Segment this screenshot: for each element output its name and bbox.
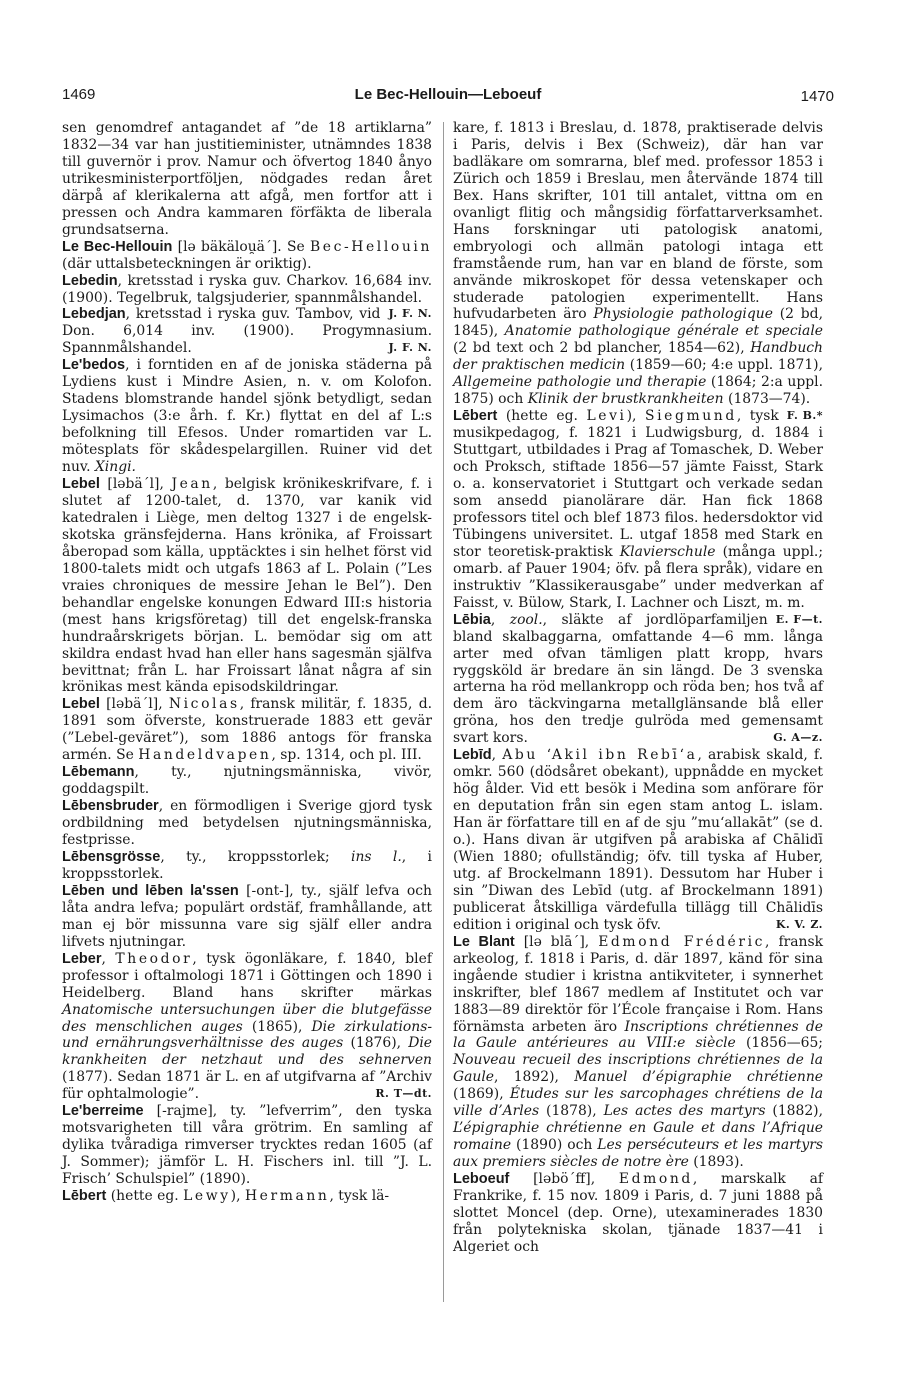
entry-lebedin: Lebedin, kretsstad i ryska guv. Charkov. 16,684 inv. (1900). Tegelbruk, talgsjuderier, spannmålshandel. J. F. N.: [62, 273, 432, 307]
entry-lebel-nicolas: Lebel [ləbä´l], Nicolas, fransk militär, f. 1835, d. 1891 som öfverste, konstruerade 1883 ett gevär (”Lebel-geväret”), som 1886 antogs för franska armén. Se Handeldvapen, sp. 1314, och pl. III.: [62, 696, 433, 764]
entry-leber: Leber, Theodor, tysk ögonläkare, f. 1840, blef professor i oftalmologi 1871 i Göttingen och 1890 i Heidelberg. Bland hans skrifter märkas Anatomische untersuchungen über die blutgefässe des menschlichen auges (1865), Die zirkulations- und ernährungsverhältnisse des auges (1876), Die krankheiten der netzhaut und des sehnerven (1877). Sedan 1871 är L. en af utgifvarna af ”Archiv für ophtalmologie”. R. T—dt.: [62, 950, 433, 1103]
entry-lebemann: Lēbemann, ty., njutningsmänniska, vivör, goddagspilt.: [62, 764, 432, 798]
entry-leberreime: Le'berreime [-rajme], ty. ”lefverrim”, den tyska motsvarigheten till våra grötrim. En samling af dylika tvåradiga rimverser trycktes redan 1605 (af J. Sommer); jämför L. H. Fischers inl. till ”J. L. Frisch’ Schulspiel” (1890).: [62, 1103, 432, 1188]
entry-lebedjan: Lebedjan, kretsstad i ryska guv. Tambov, vid Don. 6,014 inv. (1900). Progymnasium. Spannmålshandel. J. F. N.: [62, 306, 432, 357]
author-signature: E. F—t.: [775, 612, 823, 626]
headword: Le'bedos: [62, 357, 126, 374]
entry-leboeuf: Leboeuf [ləbö´ff], Edmond, marskalk af Frankrike, f. 15 nov. 1809 i Paris, d. 7 juni 1888 på slottet Moncel (dep. Orne), utexaminerades 1830 från polytekniska skolan, tjänade 1837—41 i Algeriet och: [453, 1171, 823, 1255]
column-divider: [443, 122, 444, 1302]
author-signature: F. B.*: [786, 409, 823, 423]
entry-lebel-jean: Lebel [ləbä´l], Jean, belgisk krönikeskrifvare, f. i slutet af 1200-talet, d. 1370, var kanik vid katedralen i Liège, men deltog 1327 i de engelsk-skotska gränsfejderna. Hans krönika, af Froissart åberopad som källa, upptäcktes i sin helhet först vid 1800-talets midt och utgafs 1863 af L. Polain (”Les vraies chroniques de messire Jehan le Bel”). Den behandlar engelske konungen Edward III:s historia (mest hans krigsföretag) till det engelsk-franska hundraårskrigets början. L. bemödar sig om att skildra endast hvad han eller hans sagesmän själfva bevittnat; från L. har Froissart lånat några af sin krönikas mest kända episodskildringar.: [62, 476, 432, 696]
headword: Le Blant: [453, 933, 515, 950]
author-signature: R. T—dt.: [375, 1087, 432, 1101]
headword: Le Bec-Hellouin: [62, 238, 173, 255]
entry-le-bec-hellouin: Le Bec-Hellouin [lə bäkälou̯ä´]. Se Bec-Hellouin (där uttalsbeteckningen är oriktig).: [62, 238, 432, 272]
headword: Leber: [62, 950, 102, 967]
page-number-left: 1469: [62, 86, 96, 103]
entry-lebensbruder: Lēbensbruder, en förmodligen i Sverige gjord tysk ordbildning med betydelsen njutningsmänniska, festprisse.: [62, 798, 432, 849]
headword: Lebel: [62, 476, 100, 493]
entry-lebert-hermann: Lēbert (hette eg. Lewy), Hermann, tysk lä-: [62, 1188, 390, 1205]
headword: Lebedjan: [62, 306, 126, 323]
headword: Lēbia: [453, 611, 491, 628]
entry-lebert-siegmund: Lēbert (hette eg. Levi), Siegmund, tysk musikpedagog, f. 1821 i Ludwigsburg, d. 1884 i Stuttgart, utbildades i Prag af Tomaschek, D. Weber och Proksch, stiftade 1856—57 jämte Faisst, Stark o. a. konservatoriet i Stuttgart och verkade sedan som ansedd pianolärare där. Han fick 1868 professors titel och blef 1873 filos. hedersdoktor vid Tübingens universitet. L. utgaf 1858 med Stark en stor teoretisk-praktisk Klavierschule (många uppl.; omarb. af Pauer 1904; öfv. på flera språk), vidare en instruktiv ”Klassikerausgabe” under medverkan af Faisst, v. Bülow, Stark, I. Lachner och Liszt, m. m. E. F—t.: [453, 408, 823, 611]
author-signature: J. F. N.: [388, 341, 432, 355]
page-number-right: 1470: [800, 88, 834, 105]
headword: Leboeuf: [453, 1171, 510, 1188]
author-signature: J. F. N.: [388, 307, 432, 321]
entry-lebert-hermann-continued: kare, f. 1813 i Breslau, d. 1878, praktiserade delvis i Paris, delvis i Bex (Schweiz), där han var badläkare om somrarna, blef med. professor 1853 i Zürich och 1859 i Breslau, men återvände 1874 till Bex. Hans skrifter, 101 till antalet, vittna om en ovanligt flitig och mångsidig författarverksamhet. Hans forskningar uti patologisk anatomi, embryologi och allmän patologi intaga ett framstående rum, han var en bland de förste, som använde mikroskopet för dessa vetenskaper och studerade patologien experimentellt. Hans hufvudarbeten äro Physiologie pathologique (2 bd, 1845), Anatomie pathologique générale et speciale (2 bd text och 2 bd plancher, 1854—62), Handbuch der praktischen medicin (1859—60; 4:e uppl. 1871), Allgemeine pathologie und therapie (1864; 2:a uppl. 1875) och Klinik der brustkrankheiten (1873—74). F. B.*: [453, 120, 823, 408]
headword: Lēbert: [62, 1188, 107, 1205]
headword: Lēbemann: [62, 764, 135, 781]
headword: Lēbensbruder: [62, 798, 159, 815]
entry-continuation: sen genomdref antagandet af ”de 18 artiklarna” 1832—34 var han justitieminister, utnämndes 1838 till guvernör i prov. Namur och öfvertog 1840 ånyo utrikesministerportföljen, nödgades redan året därpå af klerikalerna att afgå, men fortfor att i pressen och Andra kammaren förfäkta de liberala grundsatserna.: [62, 120, 432, 238]
entry-le-blant: Le Blant [lə blā´], Edmond Frédéric, fransk arkeolog, f. 1818 i Paris, d. där 1897, känd för sina ingående studier i kristna antikviteter, i synnerhet inskrifter, blef 1867 medlem af Institutet och var 1883—89 direktör för l’École française i Rom. Hans förnämsta arbeten äro Inscriptions chrétiennes de la Gaule antérieures au VIII:e siècle (1856—65; Nouveau recueil des inscriptions chrétiennes de la Gaule, 1892), Manuel d’épigraphie chrétienne (1869), Études sur les sarcophages chrétiens de la ville d’Arles (1878), Les actes des martyrs (1882), L’épigraphie chrétienne en Gaule et dans l’Afrique romaine (1890) och Les persécuteurs et les martyrs aux premiers siècles de notre ère (1893).: [453, 933, 824, 1171]
headword: Le'berreime: [62, 1103, 144, 1120]
entry-lebia: Lēbia, zool., släkte af jordlöparfamiljen bland skalbaggarna, omfattande 4—6 mm. långa arter med ofvan tämligen platt kropp, hvars ryggsköld är bredare än sin längd. De 3 svenska arterna ha röd mellankropp och röda ben; hos två af dem äro täckvingarna metallglänsande blå eller gröna, hos den tredje gulröda med gemensamt svart kors. G. A—z.: [453, 611, 823, 747]
headword: Lēbert: [453, 408, 498, 425]
author-signature: K. V. Z.: [775, 917, 823, 931]
running-title: Le Bec-Hellouin—Leboeuf: [354, 86, 542, 103]
headword: Lebīd: [453, 747, 492, 764]
left-column: [62, 120, 432, 1205]
headword: Lebedin: [62, 272, 118, 289]
entry-lebedos: Le'bedos, i forntiden en af de joniska städerna på Lydiens kust i Mindre Asien, n. v. om Kolofon. Stadens blomstrande handel sjönk betydligt, sedan Lysimachos (3:e årh. f. Kr.) flyttat en del af L:s befolkning till Efesos. Under romartiden var L. mötesplats för skådespelargillen. Ruiner vid det nuv. Xingi.: [62, 357, 432, 476]
entry-lebensgrosse: Lēbensgrösse, ty., kroppsstorlek; ins l., i kroppsstorlek.: [62, 848, 432, 882]
entry-lebid: Lebīd, Abu ‘Akil ibn Rebī‘a, arabisk skald, f. omkr. 560 (dödsåret obekant), uppnådde en mycket hög ålder. Vid ett besök i Medina som anförare för en deputation från sin egen stam antog L. islam. Han är författare till en af de sju ”mu‘allakāt” (se d. o.). Hans divan är utgifven på arabiska af Chālidī (Wien 1880; ofullständig; öfv. till tyska af Huber, utg. af Brockelmann 1891). Dessutom har Huber i sin ”Diwan des Lebīd (utg. af Brockelmann 1891) publicerat åtskilliga värdefulla tillägg till Chālidīs edition i original och tysk öfv. K. V. Z.: [453, 747, 823, 933]
headword: Lēbensgrösse: [62, 848, 161, 865]
author-signature: G. A—z.: [773, 731, 823, 745]
right-column: [453, 120, 823, 1256]
headword: Lebel: [62, 696, 100, 713]
headword: Lēben und lēben la'ssen: [62, 882, 239, 899]
page-header: [62, 86, 834, 110]
entry-leben-und-leben-lassen: Lēben und lēben la'ssen [-ont-], ty., själf lefva och låta andra lefva; populärt ordstäf, framhållande, att man ej bör missunna vare sig själf eller andra lifvets njutningar.: [62, 882, 432, 950]
